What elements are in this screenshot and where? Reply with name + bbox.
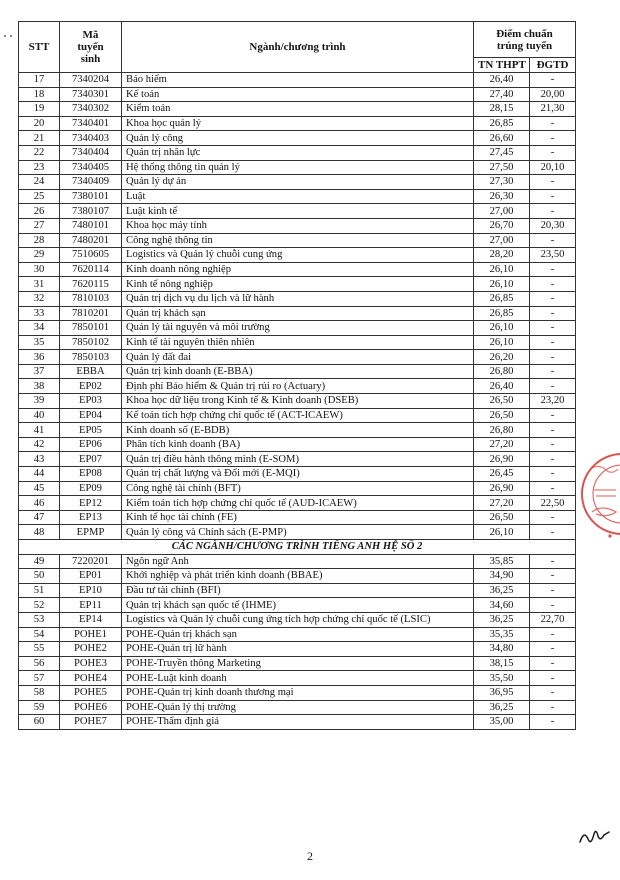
cell-program-name: Công nghệ thông tin xyxy=(122,233,474,248)
cell-stt: 49 xyxy=(19,554,60,569)
cell-code: 7480101 xyxy=(60,218,122,233)
cell-stt: 25 xyxy=(19,189,60,204)
cell-code: EP10 xyxy=(60,583,122,598)
cell-score-dgtd: - xyxy=(530,481,576,496)
cell-program-name: Khởi nghiệp và phát triển kinh doanh (BBAE) xyxy=(122,569,474,584)
cell-score-thpt: 34,80 xyxy=(474,642,530,657)
cell-program-name: Kế toán tích hợp chứng chỉ quốc tế (ACT-ICAEW) xyxy=(122,408,474,423)
cell-program-name: Kinh tế nông nghiệp xyxy=(122,277,474,292)
table-row xyxy=(19,394,576,409)
cell-program-name: Luật xyxy=(122,189,474,204)
header-code-line: tuyển xyxy=(77,41,104,53)
cell-stt: 40 xyxy=(19,408,60,423)
cell-score-thpt: 27,20 xyxy=(474,496,530,511)
cell-code: 7620114 xyxy=(60,262,122,277)
cell-program-name: Khoa học dữ liệu trong Kinh tế & Kinh doanh (DSEB) xyxy=(122,394,474,409)
cell-code: 7220201 xyxy=(60,554,122,569)
red-seal-stamp-icon xyxy=(578,432,620,556)
cell-stt: 51 xyxy=(19,583,60,598)
cell-program-name: Kiểm toán xyxy=(122,102,474,117)
cell-score-thpt: 26,85 xyxy=(474,116,530,131)
cell-score-thpt: 34,90 xyxy=(474,569,530,584)
section-title: CÁC NGÀNH/CHƯƠNG TRÌNH TIẾNG ANH HỆ SỐ 2 xyxy=(19,540,576,555)
table-row xyxy=(19,583,576,598)
cell-score-thpt: 26,10 xyxy=(474,277,530,292)
cell-code: EP08 xyxy=(60,467,122,482)
cell-stt: 54 xyxy=(19,627,60,642)
table-row xyxy=(19,656,576,671)
cell-code: 7850102 xyxy=(60,335,122,350)
cell-stt: 59 xyxy=(19,700,60,715)
cell-score-dgtd: 22,70 xyxy=(530,612,576,627)
admission-score-table xyxy=(18,21,576,730)
cell-code: EP12 xyxy=(60,496,122,511)
cell-code: EP09 xyxy=(60,481,122,496)
cell-program-name: Kế toán xyxy=(122,87,474,102)
cell-stt: 57 xyxy=(19,671,60,686)
cell-code: EP04 xyxy=(60,408,122,423)
cell-score-dgtd: - xyxy=(530,583,576,598)
header-score-line: Điểm chuẩn xyxy=(496,27,553,40)
cell-score-thpt: 27,40 xyxy=(474,87,530,102)
table-row xyxy=(19,423,576,438)
header-tn-thpt: TN THPT xyxy=(474,58,530,73)
table-row xyxy=(19,437,576,452)
table-row xyxy=(19,233,576,248)
cell-program-name: Kinh tế tài nguyên thiên nhiên xyxy=(122,335,474,350)
cell-score-dgtd: - xyxy=(530,131,576,146)
cell-program-name: Quản lý công xyxy=(122,131,474,146)
table-row xyxy=(19,204,576,219)
cell-code: EP06 xyxy=(60,437,122,452)
cell-code: EP13 xyxy=(60,510,122,525)
cell-stt: 24 xyxy=(19,175,60,190)
cell-program-name: Kiểm toán tích hợp chứng chỉ quốc tế (AUD-ICAEW) xyxy=(122,496,474,511)
cell-stt: 33 xyxy=(19,306,60,321)
table-row xyxy=(19,116,576,131)
cell-score-dgtd: 23,50 xyxy=(530,248,576,263)
cell-code: 7380107 xyxy=(60,204,122,219)
table-row xyxy=(19,554,576,569)
cell-code: 7340409 xyxy=(60,175,122,190)
cell-score-dgtd: - xyxy=(530,350,576,365)
table-row xyxy=(19,306,576,321)
table-row xyxy=(19,467,576,482)
cell-program-name: Phân tích kinh doanh (BA) xyxy=(122,437,474,452)
table-row xyxy=(19,700,576,715)
cell-program-name: Ngôn ngữ Anh xyxy=(122,554,474,569)
table-row xyxy=(19,335,576,350)
table-row xyxy=(19,569,576,584)
table-row xyxy=(19,218,576,233)
cell-score-thpt: 26,20 xyxy=(474,350,530,365)
cell-code: 7340404 xyxy=(60,145,122,160)
cell-score-thpt: 27,30 xyxy=(474,175,530,190)
cell-score-dgtd: - xyxy=(530,671,576,686)
cell-program-name: Logistics và Quản lý chuỗi cung ứng tích hợp chứng chỉ quốc tế (LSIC) xyxy=(122,612,474,627)
cell-score-thpt: 34,60 xyxy=(474,598,530,613)
table-row xyxy=(19,291,576,306)
cell-stt: 52 xyxy=(19,598,60,613)
cell-stt: 39 xyxy=(19,394,60,409)
table-row xyxy=(19,160,576,175)
table-row xyxy=(19,598,576,613)
cell-score-thpt: 26,10 xyxy=(474,321,530,336)
cell-program-name: Quản trị kinh doanh (E-BBA) xyxy=(122,364,474,379)
cell-program-name: Logistics và Quản lý chuỗi cung ứng xyxy=(122,248,474,263)
cell-score-dgtd: - xyxy=(530,145,576,160)
cell-stt: 37 xyxy=(19,364,60,379)
cell-score-dgtd: - xyxy=(530,656,576,671)
cell-stt: 43 xyxy=(19,452,60,467)
cell-code: 7850101 xyxy=(60,321,122,336)
cell-program-name: Công nghệ tài chính (BFT) xyxy=(122,481,474,496)
header-code-line: Mã xyxy=(82,29,99,41)
header-score-group xyxy=(474,22,576,58)
scan-mark-icon xyxy=(3,33,13,39)
table-row xyxy=(19,131,576,146)
cell-score-dgtd: - xyxy=(530,364,576,379)
cell-code: 7850103 xyxy=(60,350,122,365)
cell-code: EP03 xyxy=(60,394,122,409)
table-row xyxy=(19,496,576,511)
cell-program-name: Quản trị điều hành thông minh (E-SOM) xyxy=(122,452,474,467)
cell-score-thpt: 26,50 xyxy=(474,408,530,423)
header-score-line: trúng tuyển xyxy=(496,39,553,52)
cell-score-dgtd: 20,00 xyxy=(530,87,576,102)
cell-program-name: POHE-Quản trị kinh doanh thương mại xyxy=(122,685,474,700)
cell-score-dgtd: - xyxy=(530,700,576,715)
cell-score-thpt: 35,85 xyxy=(474,554,530,569)
cell-code: EP14 xyxy=(60,612,122,627)
cell-code: 7340204 xyxy=(60,73,122,88)
cell-stt: 26 xyxy=(19,204,60,219)
cell-score-dgtd: - xyxy=(530,321,576,336)
cell-score-thpt: 28,15 xyxy=(474,102,530,117)
header-program: Ngành/chương trình xyxy=(122,22,474,73)
cell-score-dgtd: - xyxy=(530,335,576,350)
cell-code: 7340403 xyxy=(60,131,122,146)
table-row xyxy=(19,175,576,190)
cell-score-thpt: 26,85 xyxy=(474,306,530,321)
cell-score-thpt: 26,90 xyxy=(474,481,530,496)
cell-score-thpt: 26,10 xyxy=(474,335,530,350)
cell-score-thpt: 26,40 xyxy=(474,73,530,88)
table-row xyxy=(19,685,576,700)
table-row xyxy=(19,379,576,394)
table-row xyxy=(19,525,576,540)
cell-program-name: Kinh doanh nông nghiệp xyxy=(122,262,474,277)
cell-code: EP11 xyxy=(60,598,122,613)
cell-stt: 21 xyxy=(19,131,60,146)
cell-code: 7380101 xyxy=(60,189,122,204)
cell-code: EPMP xyxy=(60,525,122,540)
cell-score-dgtd: - xyxy=(530,423,576,438)
section-row xyxy=(19,540,576,555)
table-row xyxy=(19,452,576,467)
cell-score-dgtd: - xyxy=(530,379,576,394)
table-row xyxy=(19,364,576,379)
cell-score-thpt: 35,35 xyxy=(474,627,530,642)
cell-score-thpt: 26,10 xyxy=(474,525,530,540)
cell-score-thpt: 26,40 xyxy=(474,379,530,394)
cell-score-dgtd: - xyxy=(530,554,576,569)
cell-stt: 47 xyxy=(19,510,60,525)
cell-stt: 42 xyxy=(19,437,60,452)
cell-code: EP07 xyxy=(60,452,122,467)
cell-score-dgtd: - xyxy=(530,452,576,467)
cell-score-thpt: 26,30 xyxy=(474,189,530,204)
cell-program-name: POHE-Thẩm định giá xyxy=(122,715,474,730)
cell-code: 7340401 xyxy=(60,116,122,131)
cell-score-dgtd: - xyxy=(530,467,576,482)
header-dgtd: ĐGTD xyxy=(530,58,576,73)
cell-stt: 29 xyxy=(19,248,60,263)
cell-program-name: Quản lý dự án xyxy=(122,175,474,190)
table-row xyxy=(19,248,576,263)
cell-program-name: Hệ thống thông tin quản lý xyxy=(122,160,474,175)
table-row xyxy=(19,350,576,365)
cell-code: 7340302 xyxy=(60,102,122,117)
cell-score-thpt: 26,80 xyxy=(474,423,530,438)
cell-score-dgtd: - xyxy=(530,291,576,306)
cell-score-thpt: 26,45 xyxy=(474,467,530,482)
cell-score-dgtd: - xyxy=(530,408,576,423)
cell-stt: 53 xyxy=(19,612,60,627)
cell-score-dgtd: - xyxy=(530,204,576,219)
cell-score-thpt: 28,20 xyxy=(474,248,530,263)
table-row xyxy=(19,73,576,88)
cell-stt: 23 xyxy=(19,160,60,175)
cell-score-thpt: 36,95 xyxy=(474,685,530,700)
cell-program-name: Quản lý đất đai xyxy=(122,350,474,365)
cell-program-name: Quản trị nhân lực xyxy=(122,145,474,160)
cell-score-dgtd: 21,30 xyxy=(530,102,576,117)
cell-score-dgtd: - xyxy=(530,175,576,190)
cell-program-name: Quản lý công và Chính sách (E-PMP) xyxy=(122,525,474,540)
cell-program-name: Định phí Bảo hiểm & Quản trị rủi ro (Actuary) xyxy=(122,379,474,394)
cell-stt: 28 xyxy=(19,233,60,248)
cell-score-dgtd: - xyxy=(530,627,576,642)
cell-score-dgtd: - xyxy=(530,189,576,204)
cell-code: POHE2 xyxy=(60,642,122,657)
cell-stt: 50 xyxy=(19,569,60,584)
table-row xyxy=(19,510,576,525)
cell-stt: 18 xyxy=(19,87,60,102)
cell-score-thpt: 27,50 xyxy=(474,160,530,175)
cell-code: 7480201 xyxy=(60,233,122,248)
cell-score-dgtd: - xyxy=(530,569,576,584)
cell-score-thpt: 27,20 xyxy=(474,437,530,452)
cell-stt: 44 xyxy=(19,467,60,482)
page-number: 2 xyxy=(307,849,313,863)
cell-stt: 60 xyxy=(19,715,60,730)
cell-score-thpt: 26,85 xyxy=(474,291,530,306)
cell-program-name: POHE-Luật kinh doanh xyxy=(122,671,474,686)
cell-score-thpt: 36,25 xyxy=(474,612,530,627)
cell-code: EP02 xyxy=(60,379,122,394)
cell-program-name: Luật kinh tế xyxy=(122,204,474,219)
table-row xyxy=(19,189,576,204)
cell-score-thpt: 35,00 xyxy=(474,715,530,730)
table-row xyxy=(19,627,576,642)
cell-score-thpt: 26,70 xyxy=(474,218,530,233)
table-row xyxy=(19,87,576,102)
cell-score-thpt: 26,50 xyxy=(474,510,530,525)
cell-score-thpt: 26,60 xyxy=(474,131,530,146)
cell-stt: 31 xyxy=(19,277,60,292)
cell-program-name: Quản trị chất lượng và Đổi mới (E-MQI) xyxy=(122,467,474,482)
cell-stt: 35 xyxy=(19,335,60,350)
cell-code: 7340301 xyxy=(60,87,122,102)
cell-score-dgtd: 23,20 xyxy=(530,394,576,409)
cell-stt: 55 xyxy=(19,642,60,657)
cell-code: 7340405 xyxy=(60,160,122,175)
cell-program-name: Kinh doanh số (E-BDB) xyxy=(122,423,474,438)
header-code-line: sinh xyxy=(80,53,101,65)
cell-stt: 19 xyxy=(19,102,60,117)
cell-score-dgtd: - xyxy=(530,598,576,613)
cell-stt: 20 xyxy=(19,116,60,131)
header-code xyxy=(60,22,122,73)
cell-code: POHE5 xyxy=(60,685,122,700)
cell-program-name: POHE-Quản trị khách sạn xyxy=(122,627,474,642)
cell-code: POHE1 xyxy=(60,627,122,642)
table-row xyxy=(19,612,576,627)
cell-score-dgtd: - xyxy=(530,525,576,540)
cell-stt: 27 xyxy=(19,218,60,233)
cell-score-thpt: 27,45 xyxy=(474,145,530,160)
cell-stt: 34 xyxy=(19,321,60,336)
cell-score-dgtd: - xyxy=(530,642,576,657)
cell-stt: 36 xyxy=(19,350,60,365)
table-row xyxy=(19,642,576,657)
table-row xyxy=(19,671,576,686)
table-row xyxy=(19,102,576,117)
cell-score-thpt: 35,50 xyxy=(474,671,530,686)
cell-code: POHE6 xyxy=(60,700,122,715)
cell-score-thpt: 27,00 xyxy=(474,233,530,248)
cell-score-dgtd: - xyxy=(530,262,576,277)
cell-program-name: Quản trị khách sạn xyxy=(122,306,474,321)
table-row xyxy=(19,277,576,292)
table-row xyxy=(19,481,576,496)
cell-stt: 58 xyxy=(19,685,60,700)
cell-score-dgtd: - xyxy=(530,233,576,248)
cell-program-name: POHE-Quản lý thị trường xyxy=(122,700,474,715)
cell-stt: 32 xyxy=(19,291,60,306)
cell-score-dgtd: - xyxy=(530,277,576,292)
cell-program-name: Quản trị khách sạn quốc tế (IHME) xyxy=(122,598,474,613)
cell-program-name: Kinh tế học tài chính (FE) xyxy=(122,510,474,525)
cell-score-dgtd: - xyxy=(530,116,576,131)
table-body xyxy=(19,73,576,730)
cell-score-thpt: 26,90 xyxy=(474,452,530,467)
cell-code: POHE3 xyxy=(60,656,122,671)
cell-score-thpt: 27,00 xyxy=(474,204,530,219)
table-row xyxy=(19,145,576,160)
cell-score-dgtd: - xyxy=(530,715,576,730)
table-row xyxy=(19,321,576,336)
cell-program-name: POHE-Quản trị lữ hành xyxy=(122,642,474,657)
cell-score-thpt: 26,50 xyxy=(474,394,530,409)
cell-stt: 48 xyxy=(19,525,60,540)
cell-score-thpt: 36,25 xyxy=(474,700,530,715)
cell-stt: 22 xyxy=(19,145,60,160)
cell-stt: 41 xyxy=(19,423,60,438)
cell-stt: 30 xyxy=(19,262,60,277)
table-row xyxy=(19,262,576,277)
cell-program-name: Khoa học quản lý xyxy=(122,116,474,131)
cell-code: POHE7 xyxy=(60,715,122,730)
cell-code: 7620115 xyxy=(60,277,122,292)
cell-program-name: Bảo hiểm xyxy=(122,73,474,88)
cell-score-thpt: 36,25 xyxy=(474,583,530,598)
cell-score-dgtd: - xyxy=(530,73,576,88)
cell-stt: 38 xyxy=(19,379,60,394)
cell-code: 7510605 xyxy=(60,248,122,263)
cell-score-thpt: 38,15 xyxy=(474,656,530,671)
cell-program-name: Khoa học máy tính xyxy=(122,218,474,233)
cell-score-dgtd: - xyxy=(530,685,576,700)
cell-program-name: Đầu tư tài chính (BFI) xyxy=(122,583,474,598)
cell-stt: 45 xyxy=(19,481,60,496)
cell-stt: 17 xyxy=(19,73,60,88)
cell-score-dgtd: 20,10 xyxy=(530,160,576,175)
cell-score-dgtd: - xyxy=(530,306,576,321)
cell-program-name: Quản lý tài nguyên và môi trường xyxy=(122,321,474,336)
cell-stt: 56 xyxy=(19,656,60,671)
cell-score-thpt: 26,80 xyxy=(474,364,530,379)
cell-score-dgtd: 22,50 xyxy=(530,496,576,511)
table-row xyxy=(19,408,576,423)
cell-code: 7810201 xyxy=(60,306,122,321)
cell-stt: 46 xyxy=(19,496,60,511)
cell-code: 7810103 xyxy=(60,291,122,306)
cell-code: EP05 xyxy=(60,423,122,438)
cell-score-dgtd: - xyxy=(530,437,576,452)
cell-program-name: Quản trị dịch vụ du lịch và lữ hành xyxy=(122,291,474,306)
table-header xyxy=(19,22,576,73)
cell-code: POHE4 xyxy=(60,671,122,686)
cell-score-thpt: 26,10 xyxy=(474,262,530,277)
cell-program-name: POHE-Truyền thông Marketing xyxy=(122,656,474,671)
cell-code: EP01 xyxy=(60,569,122,584)
header-stt: STT xyxy=(19,22,60,73)
cell-score-dgtd: - xyxy=(530,510,576,525)
cell-score-dgtd: 20,30 xyxy=(530,218,576,233)
signature-icon xyxy=(577,826,613,848)
cell-code: EBBA xyxy=(60,364,122,379)
table-row xyxy=(19,715,576,730)
